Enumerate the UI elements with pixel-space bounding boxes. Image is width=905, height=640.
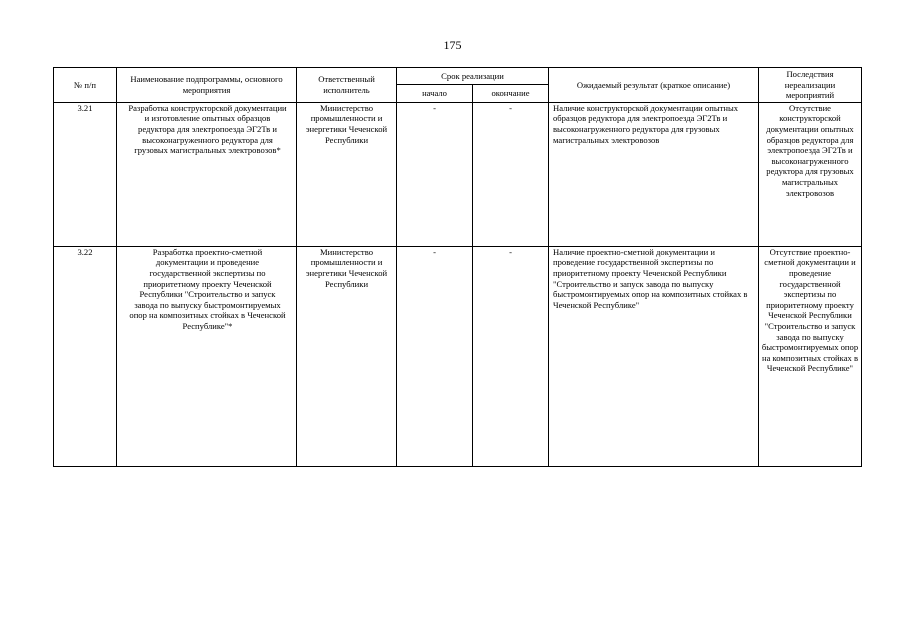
cell-name: Разработка проектно-сметной документации и проведение государственной экспертизы по приоритетному проекту Чеченской Республики "Строительство и запуск завода по выпуску быстромонтируемых опор на композитных стойках в Чеченской Республике"* xyxy=(117,246,297,466)
cell-result: Наличие проектно-сметной документации и проведение государственной экспертизы по приоритетному проекту Чеченской Республики "Строительство и запуск завода по выпуску быстромонтируемых опор на композитных стойках в Чеченской Республике" xyxy=(549,246,759,466)
cell-responsible: Министерство промышленности и энергетики Чеченской Республики xyxy=(297,102,397,246)
cell-end: - xyxy=(473,102,549,246)
cell-num: 3.22 xyxy=(54,246,117,466)
cell-start: - xyxy=(397,102,473,246)
table-row xyxy=(54,102,862,246)
header-result: Ожидаемый результат (краткое описание) xyxy=(549,68,759,103)
header-responsible: Ответственный исполнитель xyxy=(297,68,397,103)
page-number: 175 xyxy=(443,38,462,52)
cell-start: - xyxy=(397,246,473,466)
header-period: Срок реализации xyxy=(397,68,549,85)
table-header-row xyxy=(54,68,862,85)
header-name: Наименование подпрограммы, основного мероприятия xyxy=(117,68,297,103)
cell-name: Разработка конструкторской документации и изготовление опытных образцов редуктора для электропоезда ЭГ2Тв и высоконагруженного редуктора для грузовых магистральных электровозов* xyxy=(117,102,297,246)
header-consequences: Последствия нереализации мероприятий xyxy=(759,68,862,103)
cell-consequences: Отсутствие конструкторской документации опытных образцов редуктора для электропоезда ЭГ2Тв и высоконагруженного редуктора для грузовых магистральных электровозов xyxy=(759,102,862,246)
header-num: № п/п xyxy=(54,68,117,103)
header-end: окончание xyxy=(473,85,549,102)
table-row xyxy=(54,246,862,466)
activities-table xyxy=(53,67,862,467)
cell-end: - xyxy=(473,246,549,466)
cell-responsible: Министерство промышленности и энергетики Чеченской Республики xyxy=(297,246,397,466)
cell-num: 3.21 xyxy=(54,102,117,246)
cell-consequences: Отсутствие проектно-сметной документации и проведение государственной экспертизы по приоритетному проекту Чеченской Республики "Строительство и запуск завода по выпуску быстромонтируемых опор на композитных стойках в Чеченской Республике" xyxy=(759,246,862,466)
cell-result: Наличие конструкторской документации опытных образцов редуктора для электропоезда ЭГ2Тв и высоконагруженного редуктора для грузовых магистральных электровозов xyxy=(549,102,759,246)
header-start: начало xyxy=(397,85,473,102)
